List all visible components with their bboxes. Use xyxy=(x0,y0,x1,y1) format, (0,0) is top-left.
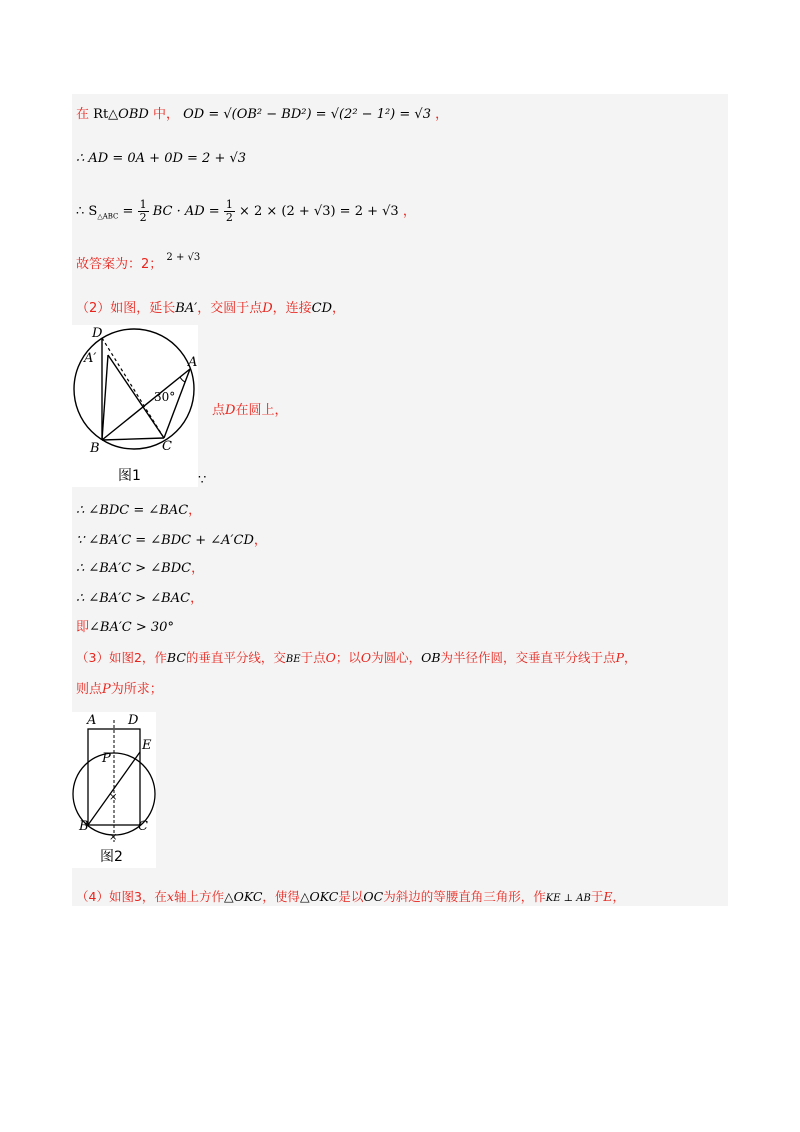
line-d-on-circle xyxy=(212,402,287,420)
point-d: D xyxy=(225,403,236,418)
line-conclusion xyxy=(76,619,174,637)
label-d: D xyxy=(128,713,139,728)
text-draw-circle: 为半径作圆，交垂直平分线于点 xyxy=(440,650,616,665)
text-zhong: 中， xyxy=(152,107,179,122)
var-x: x xyxy=(166,889,174,904)
text-as-center: 为圆心， xyxy=(371,650,422,665)
text-at: 于 xyxy=(590,889,604,904)
label-c: C xyxy=(162,439,172,454)
text-with: ；以 xyxy=(335,650,361,665)
figure-1 xyxy=(72,325,198,487)
line-part4-intro xyxy=(76,888,625,908)
text-above-axis: 轴上方作 xyxy=(173,889,224,904)
label-e: E xyxy=(142,738,152,753)
text-part3: （3）如图2，作 xyxy=(76,650,167,665)
text-perp-bisector: 的垂直平分线，交 xyxy=(185,650,286,665)
line-od-calc xyxy=(76,106,448,124)
label-a: A xyxy=(87,713,97,728)
because-symbol: ∵ xyxy=(198,473,207,488)
comma: ， xyxy=(188,503,202,518)
label-angle-30: 30° xyxy=(154,390,176,404)
line-bdc-eq-bac xyxy=(76,502,201,520)
line-ba-c-sum xyxy=(76,532,267,550)
point-p: P xyxy=(102,682,111,697)
comma: ， xyxy=(332,301,346,316)
text-part4: （4）如图3，在 xyxy=(76,889,167,904)
line-part2-intro xyxy=(76,300,345,318)
line-area-calc xyxy=(76,198,416,231)
seg-be: BE xyxy=(285,654,301,665)
formula-angle-sum: ∵ ∠BA′C = ∠BDC + ∠A′CD xyxy=(76,533,254,548)
text-isosceles-right: 为斜边的等腰直角三角形，作 xyxy=(383,889,546,904)
text-ji: 即 xyxy=(76,620,90,635)
formula-area-result: × 2 × (2 + √3) = 2 + √3 xyxy=(238,204,399,219)
point-d: D xyxy=(262,301,273,316)
formula-gt-30: ∠BA′C > 30° xyxy=(89,620,174,635)
text-at-point: 于点 xyxy=(300,650,326,665)
comma: ， xyxy=(623,650,637,665)
text-connect: ，连接 xyxy=(272,301,312,316)
line-part3-intro xyxy=(76,649,637,669)
arc-mark-lower: × xyxy=(109,832,118,843)
equals: = xyxy=(122,204,138,219)
triangle-okc-2: △OKC xyxy=(299,889,339,904)
text-intersect: ，交圆于点 xyxy=(197,301,263,316)
formula-od: OD = √(OB² − BD²) = √(2² − 1²) = √3 xyxy=(183,107,431,122)
figure-2 xyxy=(72,712,156,868)
seg-bc: BC xyxy=(166,650,186,665)
text-is-with: 是以 xyxy=(338,889,364,904)
figure-2-caption: 图2 xyxy=(100,849,123,865)
point-p: P xyxy=(615,650,624,665)
answer-value: 2 + √3 xyxy=(166,252,201,263)
seg-ob: OB xyxy=(421,650,441,665)
figure-2-diagram xyxy=(72,712,156,868)
line-part3-result xyxy=(76,681,163,699)
fraction-half-1: $\frac{1}{2}$ xyxy=(139,198,147,224)
formula-s: ∴ S xyxy=(76,204,98,219)
comma: ， xyxy=(190,591,204,606)
text-part2: （2）如图，延长 xyxy=(76,301,176,316)
text-required: 为所求； xyxy=(110,682,163,697)
text-obd: OBD xyxy=(118,107,149,122)
label-d: D xyxy=(92,326,103,341)
text-then-point: 则点 xyxy=(76,682,103,697)
formula-gt-bac: ∴ ∠BA′C > ∠BAC xyxy=(76,591,191,606)
answer-label: 故答案为：2； xyxy=(76,257,163,272)
text-point: 点 xyxy=(212,403,226,418)
comma: ， xyxy=(435,107,449,122)
figure-1-caption: 图1 xyxy=(118,468,141,484)
text-on-circle: 在圆上， xyxy=(235,403,288,418)
label-b: B xyxy=(90,441,100,456)
label-c: C xyxy=(138,819,148,834)
comma: ， xyxy=(253,533,267,548)
comma: ， xyxy=(402,204,416,219)
line-ba-c-gt-bac xyxy=(76,590,203,608)
point-e: E xyxy=(603,889,613,904)
point-o: O xyxy=(325,650,336,665)
label-b: B xyxy=(79,819,89,834)
comma: ， xyxy=(191,561,205,576)
figure-1-diagram xyxy=(72,325,198,487)
point-o-2: O xyxy=(360,650,372,665)
seg-oc: OC xyxy=(363,889,384,904)
formula-gt-bdc: ∴ ∠BA′C > ∠BDC xyxy=(76,561,192,576)
label-p: P xyxy=(102,751,111,766)
subscript-abc: △ABC xyxy=(97,212,119,221)
line-answer xyxy=(76,252,201,275)
triangle-okc: △OKC xyxy=(223,889,263,904)
label-a: A xyxy=(188,355,198,370)
seg-cd: CD xyxy=(311,301,333,316)
label-a-prime: A′ xyxy=(84,351,97,366)
text-rt-triangle: Rt△ xyxy=(93,107,119,122)
text-zai: 在 xyxy=(76,107,90,122)
line-ad-calc xyxy=(76,150,246,168)
fraction-half-2: $\frac{1}{2}$ xyxy=(225,198,233,224)
text-such-that: ，使得 xyxy=(262,889,300,904)
formula-ad: ∴ AD = 0A + 0D = 2 + √3 xyxy=(76,151,247,166)
formula-bc-ad: BC · AD = xyxy=(152,204,224,219)
formula-bdc-bac: ∴ ∠BDC = ∠BAC xyxy=(76,503,189,518)
formula-ke-perp-ab: KE ⊥ AB xyxy=(545,893,591,904)
comma: ， xyxy=(612,889,625,904)
seg-ba-prime: BA′ xyxy=(175,301,198,316)
arc-mark-upper: × xyxy=(109,792,118,803)
line-ba-c-gt-bdc xyxy=(76,560,204,578)
